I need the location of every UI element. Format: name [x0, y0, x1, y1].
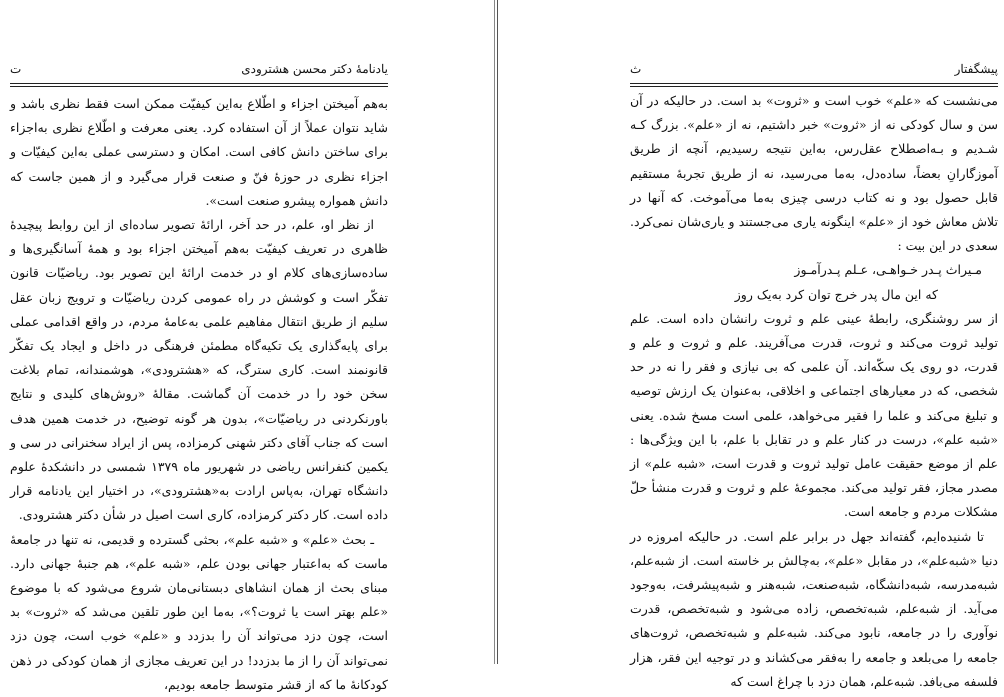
- right-page: [500, 0, 1004, 689]
- book-gutter: [452, 0, 500, 664]
- verse-line-2: که این مال پدر خرج توان کرد به‌یک روز: [734, 286, 938, 302]
- gutter-edge-line: [497, 0, 498, 664]
- gutter-edge-line: [494, 0, 495, 664]
- right-paragraph-2: از سر روشنگری، رابطهٔ عینی علم و ثروت رانشان داده است. علم تولید ثروت می‌کند و ثروت، قدرت می‌آفریند. علم و ثروت و علم و قدرت، دو روی یک سکّه‌اند. آن علمی که بی نیازی و فقر را نه در حد شخصی، که در معیارهای اجتماعی و اخلاقی، به‌عنوان یک ارزش توصیه و تبلیغ می‌کند و علما را فقیر می‌خواهد، علمی است مسخ شده. یعنی «شبه علم»، درست در کنار علم و در تقابل با علم، با این ویژگی‌ها : علم از موضع حقیقت عامل تولید ثروت و قدرت است، «شبه علم» از مصدر مجاز، فقر تولید می‌کند. مجموعهٔ علم و ثروت و قدرت منشأ حلّ مشکلات مردم و جامعه است.: [630, 310, 998, 520]
- right-page-number: ث: [630, 62, 642, 76]
- left-page-body: [10, 92, 388, 697]
- right-header-title: پیشگفتار: [954, 62, 998, 76]
- left-header-title: یادنامهٔ دکتر محسن هشترودی: [241, 62, 388, 76]
- poem-verse: [630, 258, 998, 306]
- right-header-rule-secondary: [630, 86, 998, 87]
- left-page-header: [10, 62, 388, 80]
- left-header-rule-secondary: [10, 86, 388, 87]
- left-page-number: ت: [10, 62, 22, 76]
- right-paragraph-3: تا شنیده‌ایم، گفته‌اند جهل در برابر علم است. در حالیکه امروزه در دنیا «شبه‌علم»، در مقابل «علم»، به‌چالش بر خاسته است. از شبه‌علم، شبه‌مدرسه، شبه‌دانشگاه، شبه‌صنعت، شبه‌هنر و شبه‌پیشرفت، به‌وجود می‌آید. از شبه‌علم، شبه‌تخصص، زاده می‌شود و شبه‌تخصص، قدرت نوآوری را در جامعه، نابود می‌کند. شبه‌علم و شبه‌تخصص، ثروت‌های جامعه را می‌بلعد و جامعه را به‌فقر می‌کشاند و در توجیه این فقر، هزار فلسفه می‌بافد. شبه‌علم، همان دزد با چراغ است که: [630, 528, 998, 689]
- verse-line-1: مـیراث پـدر خـواهـی، عـلم پـدرآمـوز: [794, 262, 982, 278]
- left-header-rule: [10, 83, 388, 84]
- right-header-rule: [630, 83, 998, 84]
- left-page: [0, 0, 452, 692]
- right-paragraph-1: می‌نشست که «علم» خوب است و «ثروت» بد است. در حالیکه در آن سن و سال کودکی نه از «ثروت» خبر داشتیم، نه از «علم». بزرگ کـه شـدیم و بـه‌اصطلاح عقل‌رس، به‌این نتیجه رسیدیم، آنچه از طریق آموزگارانِ بعضاً، ساده‌دل، به‌ما می‌رسید، نه از طریق تجربهٔ مستقیم قابل حصول بود و نه کتاب درسی چیزی به‌ما می‌آموخت. که آنها در تلاش معاش خود از «علم» اینگونه یاری می‌جستند و یاری‌شان نمی‌کرد. سعدی در این بیت :: [630, 93, 998, 254]
- left-paragraph-1: به‌هم آمیختن اجزاء و اطّلاع به‌این کیفیّت ممکن است فقط نظری باشد و شاید نتوان عملاً از آن استفاده کرد. یعنی معرفت و اطّلاع نظری به‌اجزاء برای ساختن دانش کافی است. امکان و دسترسی عملی به‌این کیفیّات و اجزاء نظری در حوزهٔ فنّ و صنعت قرار می‌گیرد و از همین جاست که دانش همواره پیشرو صنعت است».: [10, 96, 388, 208]
- right-page-header: [630, 62, 998, 80]
- left-paragraph-3: ـ بحث «علم» و «شبه علم»، بحثی گسترده و قدیمی، نه تنها در جامعهٔ ماست که به‌اعتبار جهانی بودن علم، «شبه علم»، هم جنبهٔ جهانی دارد. مبنای بحث از همان انشاهای دبستانی‌مان شروع می‌شود که با موضوع «علم بهتر است یا ثروت؟»، به‌ما این طور تلقین می‌شد که «ثروت» بد است، چون دزد می‌تواند آن را بدزدد و «علم» خوب است، چون دزد نمی‌تواند آن را از ما بدزدد! در این تعریف مجازی از همان کودکی در ذهن کودکانهٔ ما که از قشر متوسط جامعه بودیم،: [10, 531, 388, 692]
- left-paragraph-2: از نظر او، علم، در حد اَخر، ارائهٔ تصویر ساده‌ای از این روابط پیچیدهٔ ظاهری در تعریف کیفیّت به‌هم آمیختن اجزاء بود و همهٔ آسانگیری‌ها و ساده‌سازی‌های کلام او در خدمت ارائهٔ این تصویر بود. ریاضیّات قانون تفکّر است و کوشش در راه عمومی کردن ریاضیّات و ترویج زبان عقل سلیم از طریق انتقال مفاهیم علمی به‌عامهٔ مردم، در واقع اقدامی عملی برای پایه‌گذاری یک تکیه‌گاه مطمئن فرهنگی در داخل و ایجاد یک تفکّر قانونمند است. کاری سترگ، که «هشترودی»، هوشمندانه، تمام بلاغت سخن خود را در خدمت آن گماشت. مقالهٔ «روش‌های کلیدی و نتایج باورنکردنی در ریاضیّات»، بدون هر گونه توضیح، در خدمت همین هدف است که جناب آقای دکتر شهنی کرمزاده، پس از ایراد سخنرانی در سی و یکمین کنفرانس ریاضی در شهریور ماه ۱۳۷۹ شمسی در دانشکدهٔ علوم دانشگاه تهران، به‌پاس ارادت به‌«هشترودی»، در اختیار این یادنامه قرار داده است. کار دکتر کرمزاده، کاری است اصیل در شأن دکتر هشترودی.: [10, 217, 388, 523]
- right-page-body: [630, 89, 998, 694]
